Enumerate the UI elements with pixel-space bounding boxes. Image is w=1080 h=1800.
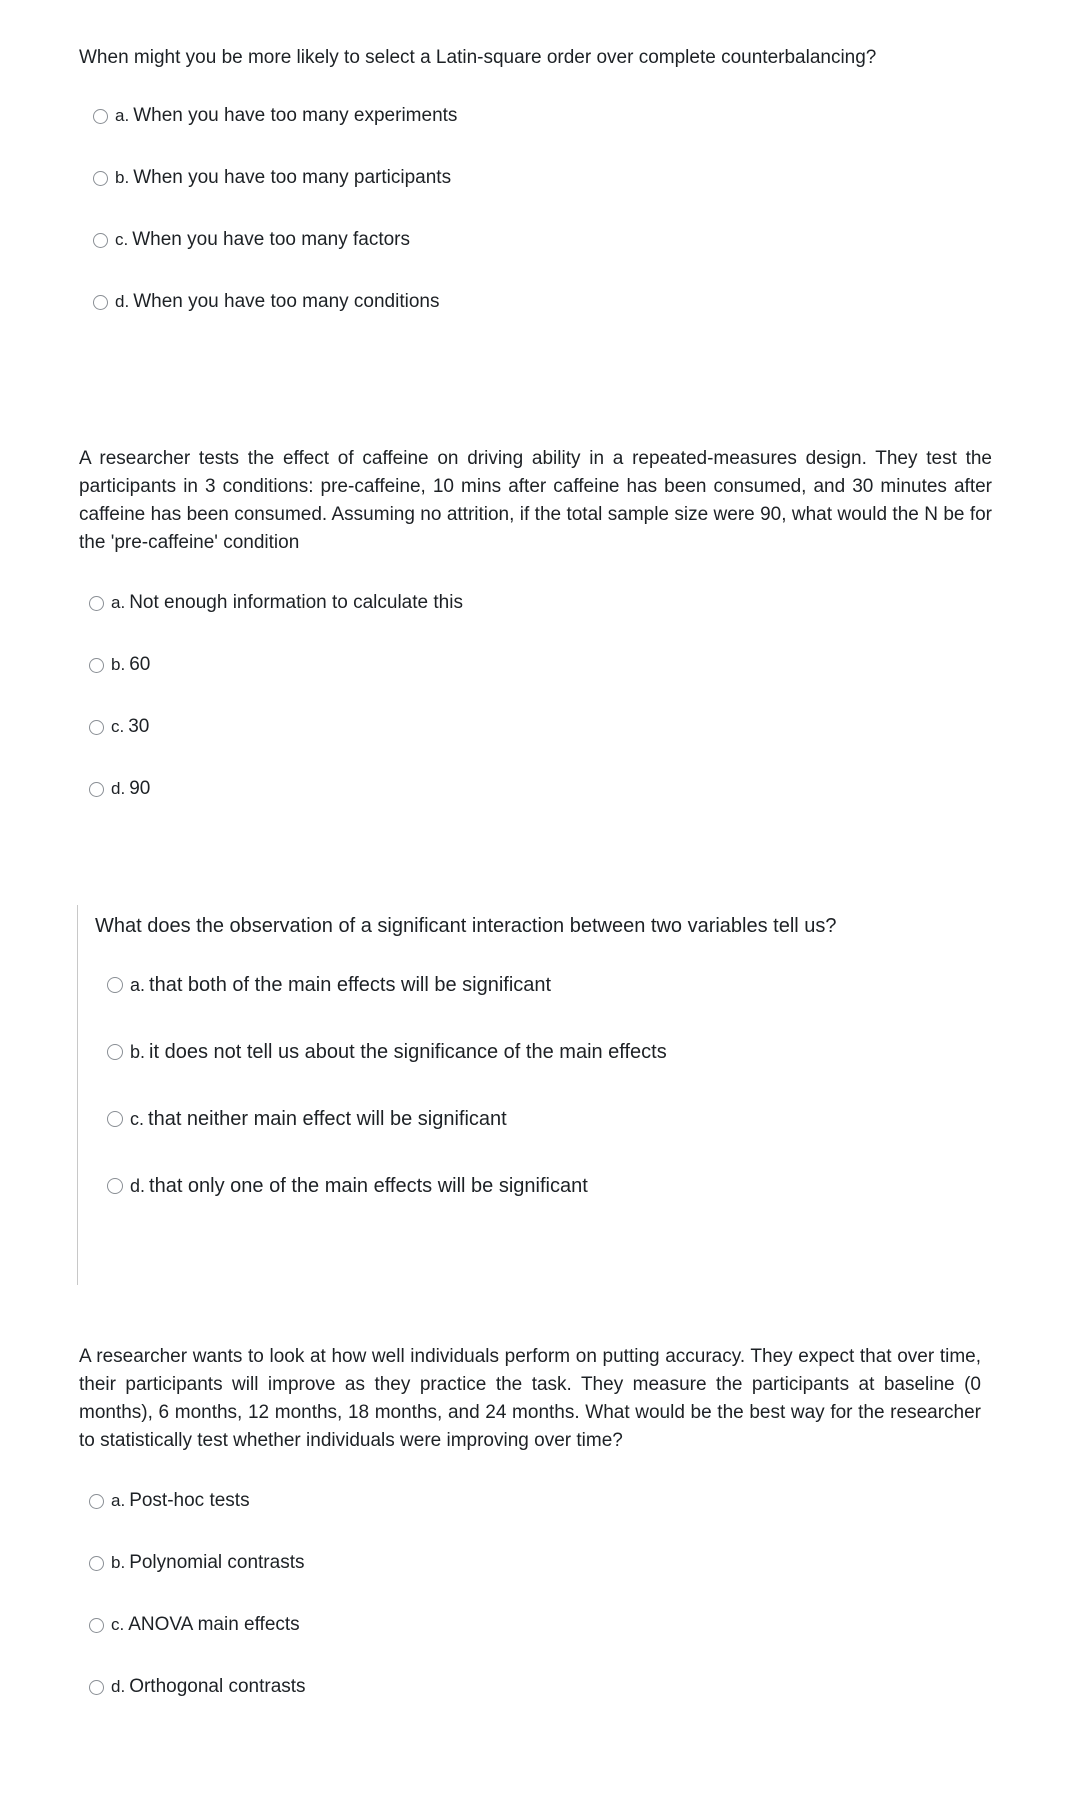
option-c[interactable] <box>107 1104 927 1134</box>
question-4 <box>79 1343 981 1701</box>
option-text: ANOVA main effects <box>128 1614 300 1635</box>
radio-button[interactable] <box>107 1111 123 1127</box>
question-1 <box>79 44 979 316</box>
option-d[interactable] <box>93 288 979 316</box>
option-text: 60 <box>129 654 151 675</box>
option-letter: d. <box>115 292 130 311</box>
option-d[interactable] <box>107 1171 927 1201</box>
option-text: Polynomial contrasts <box>129 1552 305 1573</box>
question-2-options <box>89 589 992 803</box>
option-letter: a. <box>111 593 126 612</box>
radio-button[interactable] <box>89 782 104 797</box>
radio-button[interactable] <box>89 1494 104 1509</box>
option-text: it does not tell us about the significance of the main effects <box>149 1040 667 1063</box>
option-c[interactable] <box>93 226 979 254</box>
option-letter: b. <box>130 1041 146 1062</box>
option-text: that both of the main effects will be significant <box>149 973 552 996</box>
radio-button[interactable] <box>89 658 104 673</box>
question-2 <box>79 445 992 803</box>
option-text: Post-hoc tests <box>129 1490 250 1511</box>
question-3-options <box>107 970 927 1201</box>
option-text: When you have too many experiments <box>133 105 458 126</box>
option-letter: b. <box>111 655 126 674</box>
option-b[interactable] <box>89 651 992 679</box>
radio-button[interactable] <box>93 233 108 248</box>
option-letter: b. <box>111 1553 126 1572</box>
option-letter: c. <box>111 1615 125 1634</box>
radio-button[interactable] <box>89 596 104 611</box>
option-letter: d. <box>111 1677 126 1696</box>
option-letter: a. <box>115 106 130 125</box>
question-4-text: A researcher wants to look at how well individuals perform on putting accuracy. They expect that over time, their participants will improve as they practice the task. They measure the participants at baseline (0 months), 6 months, 12 months, 18 months, and 24 months. What would be the best way for the researcher to statistically test whether individuals were improving over time? <box>79 1346 981 1451</box>
radio-button[interactable] <box>89 1618 104 1633</box>
option-a[interactable] <box>89 1487 981 1515</box>
radio-button[interactable] <box>89 1680 104 1695</box>
radio-button[interactable] <box>93 171 108 186</box>
option-a[interactable] <box>89 589 992 617</box>
question-3-text: What does the observation of a significant interaction between two variables tell us? <box>95 915 837 937</box>
option-text: that only one of the main effects will be significant <box>149 1174 588 1197</box>
option-text: Not enough information to calculate this <box>129 592 463 613</box>
option-text: When you have too many factors <box>132 229 410 250</box>
radio-button[interactable] <box>93 109 108 124</box>
radio-button[interactable] <box>93 295 108 310</box>
option-letter: d. <box>111 779 126 798</box>
option-letter: d. <box>130 1175 146 1196</box>
question-2-text: A researcher tests the effect of caffeine on driving ability in a repeated-measures design. They test the participants in 3 conditions: pre-caffeine, 10 mins after caffeine has been consumed, and 30 minutes after caffeine has been consumed. Assuming no attrition, if the total sample size were 90, what would the N be for the 'pre-caffeine' condition <box>79 448 992 553</box>
option-d[interactable] <box>89 775 992 803</box>
option-a[interactable] <box>107 970 927 1000</box>
option-b[interactable] <box>89 1549 981 1577</box>
radio-button[interactable] <box>89 720 104 735</box>
option-b[interactable] <box>107 1037 927 1067</box>
option-text: 90 <box>129 778 151 799</box>
option-c[interactable] <box>89 713 992 741</box>
option-a[interactable] <box>93 102 979 130</box>
option-letter: b. <box>115 168 130 187</box>
question-1-options <box>93 102 979 316</box>
option-letter: a. <box>111 1491 126 1510</box>
question-3 <box>77 905 927 1285</box>
option-text: When you have too many conditions <box>133 291 440 312</box>
option-text: 30 <box>128 716 150 737</box>
option-b[interactable] <box>93 164 979 192</box>
option-letter: c. <box>130 1108 145 1129</box>
option-letter: c. <box>111 717 125 736</box>
question-4-options <box>89 1487 981 1701</box>
radio-button[interactable] <box>107 977 123 993</box>
option-text: Orthogonal contrasts <box>129 1676 306 1697</box>
option-letter: c. <box>115 230 129 249</box>
option-d[interactable] <box>89 1673 981 1701</box>
radio-button[interactable] <box>89 1556 104 1571</box>
radio-button[interactable] <box>107 1044 123 1060</box>
option-letter: a. <box>130 974 146 995</box>
option-text: When you have too many participants <box>133 167 452 188</box>
option-c[interactable] <box>89 1611 981 1639</box>
option-text: that neither main effect will be significant <box>148 1107 507 1130</box>
radio-button[interactable] <box>107 1178 123 1194</box>
question-1-text: When might you be more likely to select a Latin-square order over complete counterbalancing? <box>79 47 877 68</box>
